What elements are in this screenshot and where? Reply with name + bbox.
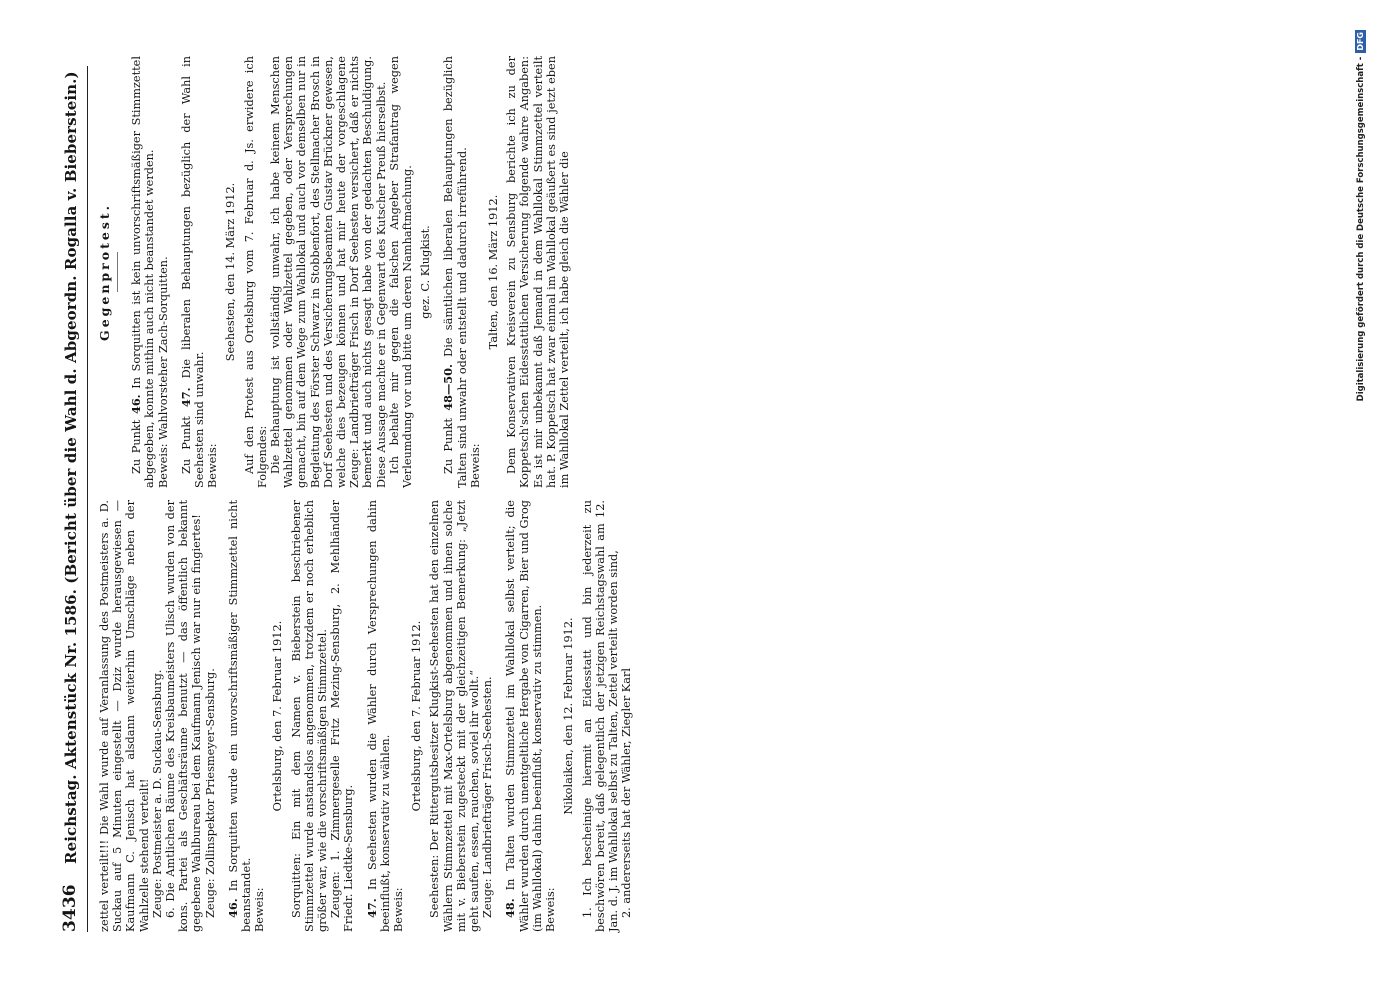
beweis-label: Beweis: bbox=[468, 443, 482, 488]
paragraph: 6. Die Amtlichen Räume des Kreisbaumeisters Ulisch wurden von der kons. Partei als Geschäftsräume benutzt — das öffentlich bekannt gegebene Wahlbureau bei dem Kaufmann Jenisch war nur ein fingiertes! bbox=[164, 500, 204, 932]
item-number: 47. bbox=[178, 387, 193, 408]
paragraph: Dem Konservativen Kreisverein zu Sensburg berichte ich zu der Koppetsch'schen Eidesstattlichen Versicherung folgende wahre Angaben: Es ist mir unbekannt daß Jemand in dem Wahllokal Stimmzettel verteilt hat. P. Koppetsch hat zwar einmal im Wahllokal geäußert es sind jetzt eben im Wahllokal Zettel verteilt, ich habe gleich die Wähler die bbox=[505, 56, 572, 488]
item-number: 48. bbox=[503, 898, 518, 918]
date-line: Talten, den 16. März 1912. bbox=[487, 194, 501, 350]
beweis-label: Beweis: bbox=[544, 887, 558, 932]
item-prefix: Zu Punkt bbox=[130, 419, 144, 474]
item-text: In Talten wurden Stimmzettel im Wahllokal selbst verteilt; die Wähler wurden durch unentgeltliche Hergabe von Cigarren, Bier und Grog (im Wahllokal) dahin beeinflußt, konservativ zu stimmen. bbox=[504, 500, 544, 932]
witness: Zeuge: Postmeister a. D. Suckau-Sensburg. bbox=[150, 669, 164, 918]
item-number: 48—50. bbox=[441, 364, 456, 411]
right-column bbox=[98, 56, 571, 488]
witness: Zeuge: Landbriefträger Frisch-Seehesten. bbox=[481, 676, 495, 918]
item-text: In Sorquitten wurde ein unvorschriftsmäßiger Stimmzettel nicht beanstandet. bbox=[226, 500, 254, 932]
item-48 bbox=[504, 500, 544, 932]
item-number: 46. bbox=[225, 898, 240, 918]
beweis-label: Beweis: bbox=[206, 443, 220, 488]
date-line: Nikolaiken, den 12. Februar 1912. bbox=[562, 617, 576, 815]
item-46 bbox=[130, 56, 156, 488]
dfg-footer bbox=[1355, 30, 1369, 970]
signature: gez. C. Klugkist. bbox=[419, 225, 433, 319]
paragraph: Sorquitten: Ein mit dem Namen v. Bieberstein beschriebener Stimmzettel wurde anstandslos angenommen, trotzdem er noch erheblich größer war, wie die vorschriftsmäßigen Stimmzettel. bbox=[289, 500, 330, 932]
item-number: 47. bbox=[364, 898, 379, 918]
beweis-label: Beweis: bbox=[253, 887, 267, 932]
paragraph: Auf den Protest aus Ortelsburg vom 7. Februar d. Js. erwidere ich Folgendes: bbox=[242, 56, 269, 488]
item-prefix: Zu Punkt bbox=[442, 418, 456, 474]
item-48-50 bbox=[442, 56, 468, 488]
page-header bbox=[60, 52, 86, 932]
item-text: Die sämtlichen liberalen Behauptungen bezüglich Talten sind unwahr oder entstellt und dadurch irreführend. bbox=[442, 55, 469, 488]
beweis-line: Beweis: Wahlvorsteher Zach-Sorquitten. bbox=[156, 256, 170, 488]
item-46 bbox=[227, 500, 253, 932]
item-47 bbox=[366, 500, 392, 932]
item-prefix: Zu Punkt bbox=[179, 416, 193, 474]
item-number: 46. bbox=[129, 394, 144, 415]
dfg-logo: DFG bbox=[1356, 32, 1365, 51]
left-column bbox=[98, 500, 633, 932]
paragraph: 1. Ich bescheinige hiermit an Eidesstatt und bin jederzeit zu beschwören bereit, daß gelegentlich der jetzigen Reichstagswahl am 12. Jan. d. J. im Wahllokal selbst zu Talten, Zettel verteilt worden sind, bbox=[580, 500, 620, 932]
header-rule bbox=[87, 66, 88, 932]
date-line: Ortelsburg, den 7. Februar 1912. bbox=[271, 620, 285, 812]
paragraph: Die Behauptung ist vollständig unwahr, ich habe keinem Menschen Wahlzettel genommen oder Wahlzettel gegeben, oder Versprechungen gemacht, bin auf dem Wege zum Wahllokal und auch vor demselben nur in Begleitung des Förster Schwarz in Stobbenfort, des Stellmacher Brosch in Dorf Seehesten und des Versicherungsbeamten Gustav Brückner gewesen, welche dies bezeugen können und hat mir heute der vorgeschlagene Zeuge: Landbriefträger Frisch in Dorf Seehesten versichert, daß er nichts bemerkt und auch nichts gesagt habe von der gedachten Beschuldigung. Diese Aussage machte er in Gegenwart des Kutscher Preuß hierselbst. bbox=[269, 56, 388, 488]
paragraph: zettel verteilt!!! Die Wahl wurde auf Veranlassung des Postmeisters a. D. Suckau auf 5 Minuten eingestellt — Dziz wurde herausgewiesen — Kaufmann C. Jenisch hat alsdann weiterhin Umschläge neben der Wahlzelle stehend verteilt! bbox=[98, 500, 151, 932]
divider bbox=[117, 252, 118, 292]
witness: Zeuge: Zollinspektor Priesmeyer-Sensburg. bbox=[203, 668, 217, 918]
dfg-note: Digitalisierung gefördert durch die Deutsche Forschungsgemeinschaft - bbox=[1356, 56, 1366, 402]
page-number: 3436 bbox=[60, 884, 80, 932]
section-heading: Gegenprotest. bbox=[97, 203, 112, 341]
item-47 bbox=[180, 56, 206, 488]
item-text: In Seehesten wurden die Wähler durch Versprechungen dahin beeinflußt, konservativ zu wählen. bbox=[365, 499, 392, 932]
date-line: Ortelsburg, den 7. Februar 1912. bbox=[410, 620, 424, 812]
paragraph: Seehesten: Der Rittergutsbesitzer Klugkist-Seehesten hat den einzelnen Wählern Stimmzettel mit Max-Ortelsburg abgenommen und ihnen solche mit v. Bieberstein zugesteckt mit der gleichzeitigen Bemerkung: „Jetzt geht saufen, essen, rauchen, soviel ihr wollt.“ bbox=[428, 500, 482, 932]
date-line: Seehesten, den 14. März 1912. bbox=[224, 182, 238, 362]
paragraph: 2. andererseits hat der Wähler, Ziegler Karl bbox=[620, 668, 634, 918]
paragraph: Ich behalte mir gegen die falschen Angeber Strafantrag wegen Verleumdung vor und bitte um deren Namhaftmachung. bbox=[387, 56, 415, 488]
item-text: Die liberalen Behauptungen bezüglich der Wahl in Seehesten sind unwahr. bbox=[179, 55, 207, 488]
beweis-label: Beweis: bbox=[392, 887, 406, 932]
witness: Zeugen: 1. Zimmergeselle Fritz Mezing-Sensburg, 2. Mehlhändler Friedr. Liedtke-Sensburg. bbox=[329, 500, 356, 932]
page-title: Reichstag. Aktenstück Nr. 1586. (Bericht über die Wahl d. Abgeordn. Rogalla v. Bieberstein.) bbox=[62, 71, 80, 864]
item-text: In Sorquitten ist kein unvorschriftsmäßiger Stimmzettel abgegeben, konnte mithin auch nicht beanstandet werden. bbox=[130, 56, 157, 488]
